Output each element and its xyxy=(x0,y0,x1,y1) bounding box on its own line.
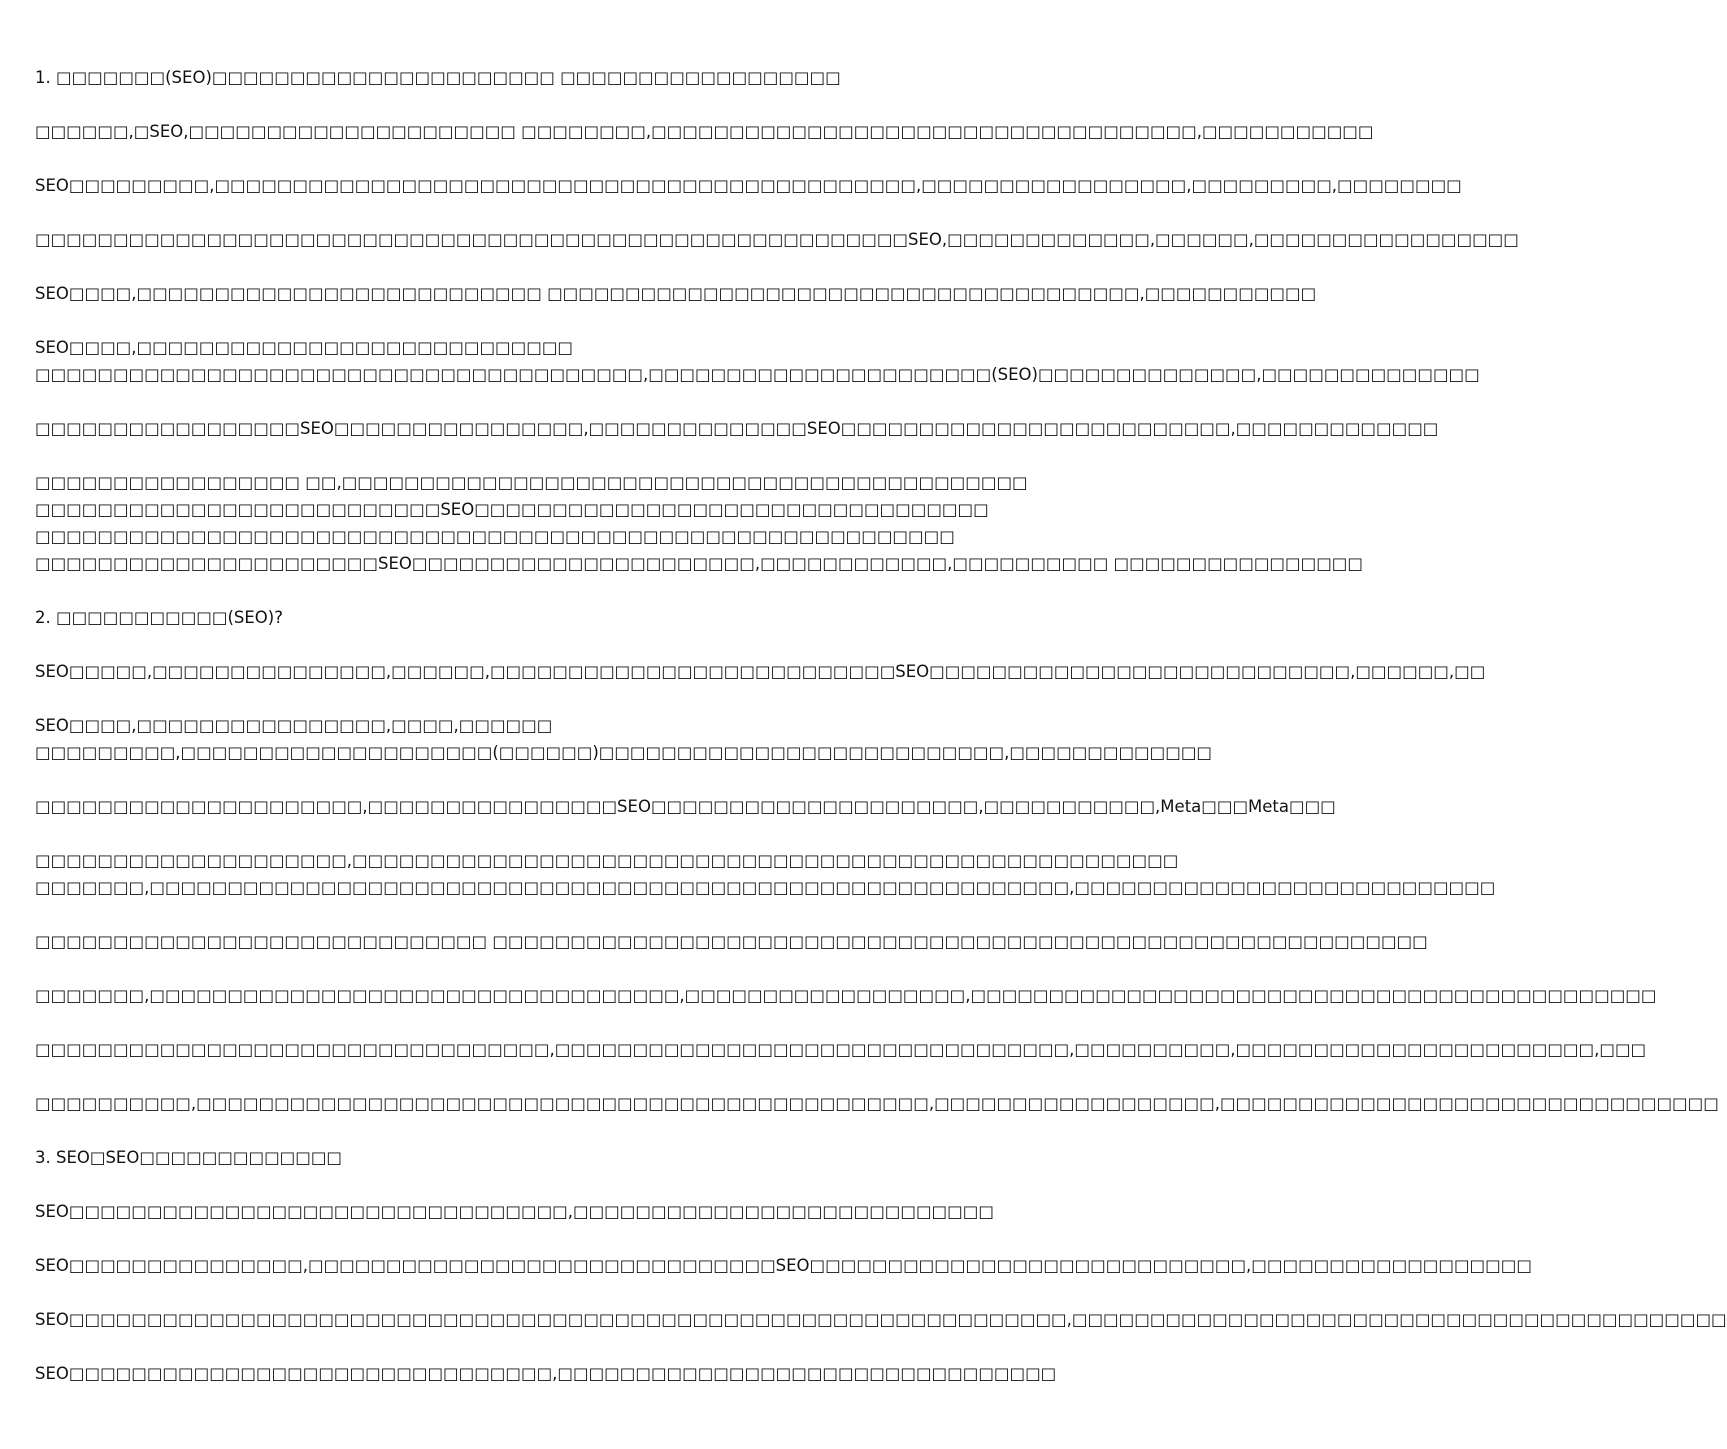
text-line: 1. □□□□□□□(SEO)□□□□□□□□□□□□□□□□□□□□□□ □□□□□□□□□□□□□□□□□□ xyxy=(35,68,841,87)
text-line: □□□□□□□□□□□□□□□□□□□□□□□□□□□□□□□□□□□□□□□□□□□□□□□□□□□□□□□□□□□ xyxy=(35,527,955,546)
paragraph xyxy=(35,415,1439,442)
text-line: SEO□□□□,□□□□□□□□□□□□□□□□□□□□□□□□□□□□ xyxy=(35,338,573,357)
paragraph xyxy=(35,1252,1532,1279)
paragraph xyxy=(35,1306,1727,1333)
text-line: □□□□□□□□□□□□□□□□□□□□□□□□□□□□□ □□□□□□□□□□□□□□□□□□□□□□□□□□□□□□□□□□□□□□□□□□□□□□□□□□□□□□□□□□□□ xyxy=(35,932,1428,951)
text-line: □□□□□□□□□□□□□□□□□□□□□□□□□□□□□□□□□,□□□□□□□□□□□□□□□□□□□□□□□□□□□□□□□□□,□□□□□□□□□□,□□□□□□□□□□□□□□□□□□□□□□□,□□□ xyxy=(35,1040,1647,1059)
text-line: □□□□□□□□□□□□□□□□□SEO□□□□□□□□□□□□□□□□,□□□□□□□□□□□□□□SEO□□□□□□□□□□□□□□□□□□□□□□□□□,□□□□□□□□□□□□□ xyxy=(35,419,1439,438)
text-line: SEO□□□□□□□□□□□□□□□,□□□□□□□□□□□□□□□□□□□□□□□□□□□□□□SEO□□□□□□□□□□□□□□□□□□□□□□□□□□□□,□□□□□□□□□□□□□□□□□□ xyxy=(35,1256,1532,1275)
paragraph xyxy=(35,334,1480,388)
text-line: SEO□□□□,□□□□□□□□□□□□□□□□,□□□□,□□□□□□ xyxy=(35,716,553,735)
paragraph xyxy=(35,280,1317,307)
text-line: □□□□□□□□□□□□□□□□□□□□□,□□□□□□□□□□□□□□□□SEO□□□□□□□□□□□□□□□□□□□□□,□□□□□□□□□□□,Meta□□□Meta□□□ xyxy=(35,797,1336,816)
text-line: 3. SEO□SEO□□□□□□□□□□□□□ xyxy=(35,1148,343,1167)
text-line: □□□□□□□,□□□□□□□□□□□□□□□□□□□□□□□□□□□□□□□□□□□□□□□□□□□□□□□□□□□□□□□□□□□,□□□□□□□□□□□□□□□□□□□□□□□□□□□ xyxy=(35,878,1496,897)
text-line: SEO□□□□□□□□□□□□□□□□□□□□□□□□□□□□□□□□□□□□□□□□□□□□□□□□□□□□□□□□□□□□□□□□,□□□□□□□□□□□□□□□□□□□□□□□□□□□□□□□□□□□□□□□□□□ xyxy=(35,1310,1727,1329)
text-line: □□□□□□□□□□□□□□□□□ □□,□□□□□□□□□□□□□□□□□□□□□□□□□□□□□□□□□□□□□□□□□□□□ xyxy=(35,473,1028,492)
paragraph xyxy=(35,118,1374,145)
paragraph xyxy=(35,1090,1719,1117)
paragraph xyxy=(35,172,1462,199)
paragraph xyxy=(35,982,1657,1009)
paragraph xyxy=(35,1144,990,1171)
paragraph xyxy=(35,712,1212,766)
paragraph xyxy=(35,604,990,631)
text-line: □□□□□□□□□□□□□□□□□□□□□□SEO□□□□□□□□□□□□□□□□□□□□□□,□□□□□□□□□□□□,□□□□□□□□□□ □□□□□□□□□□□□□□□□ xyxy=(35,554,1363,573)
paragraph xyxy=(35,469,1363,577)
paragraph xyxy=(35,847,1496,901)
text-line: SEO□□□□□□□□□,□□□□□□□□□□□□□□□□□□□□□□□□□□□□□□□□□□□□□□□□□□□□□,□□□□□□□□□□□□□□□□□,□□□□□□□□□,□□□□□□□□ xyxy=(35,176,1462,195)
text-line: SEO□□□□□□□□□□□□□□□□□□□□□□□□□□□□□□□,□□□□□□□□□□□□□□□□□□□□□□□□□□□□□□□□ xyxy=(35,1364,1057,1383)
text-line: □□□□□□□□□□□□□□□□□□□□□□□□□□SEO□□□□□□□□□□□□□□□□□□□□□□□□□□□□□□□□□ xyxy=(35,500,989,519)
paragraph xyxy=(35,1360,1057,1387)
text-line: □□□□□□□□□□□□□□□□□□□□□□□□□□□□□□□□□□□□□□□,□□□□□□□□□□□□□□□□□□□□□□(SEO)□□□□□□□□□□□□□□,□□□□□□□□□□□□□□ xyxy=(35,365,1480,384)
text-line: SEO□□□□□□□□□□□□□□□□□□□□□□□□□□□□□□□□,□□□□□□□□□□□□□□□□□□□□□□□□□□□ xyxy=(35,1202,994,1221)
paragraph xyxy=(35,226,1519,253)
paragraph xyxy=(35,928,1428,955)
paragraph xyxy=(35,1198,994,1225)
text-line: □□□□□□□□□□,□□□□□□□□□□□□□□□□□□□□□□□□□□□□□□□□□□□□□□□□□□□□□□□,□□□□□□□□□□□□□□□□□□,□□□□□□□□□□□□□□□□□□□□□□□□□□□□□□□□ xyxy=(35,1094,1719,1113)
text-line: □□□□□□□,□□□□□□□□□□□□□□□□□□□□□□□□□□□□□□□□□□,□□□□□□□□□□□□□□□□□□,□□□□□□□□□□□□□□□□□□□□□□□□□□□□□□□□□□□□□□□□□□□□ xyxy=(35,986,1657,1005)
paragraph xyxy=(35,1036,1647,1063)
text-line: 2. □□□□□□□□□□□(SEO)? xyxy=(35,608,283,627)
text-line: □□□□□□□□□□□□□□□□□□□□□□□□□□□□□□□□□□□□□□□□□□□□□□□□□□□□□□□□SEO,□□□□□□□□□□□□□,□□□□□□,□□□□□□□□□□□□□□□□□ xyxy=(35,230,1519,249)
text-line: □□□□□□,□SEO,□□□□□□□□□□□□□□□□□□□□□ □□□□□□□□,□□□□□□□□□□□□□□□□□□□□□□□□□□□□□□□□□□□,□□□□□□□□□□□ xyxy=(35,122,1374,141)
text-line: SEO□□□□,□□□□□□□□□□□□□□□□□□□□□□□□□□ □□□□□□□□□□□□□□□□□□□□□□□□□□□□□□□□□□□□□□,□□□□□□□□□□□ xyxy=(35,284,1317,303)
text-line: □□□□□□□□□□□□□□□□□□□□,□□□□□□□□□□□□□□□□□□□□□□□□□□□□□□□□□□□□□□□□□□□□□□□□□□□□□ xyxy=(35,851,1179,870)
text-line: SEO□□□□□,□□□□□□□□□□□□□□□,□□□□□□,□□□□□□□□□□□□□□□□□□□□□□□□□□SEO□□□□□□□□□□□□□□□□□□□□□□□□□□□,□□□□□□,□□ xyxy=(35,662,1486,681)
document-page xyxy=(35,64,1727,1414)
paragraph xyxy=(35,658,1486,685)
paragraph xyxy=(35,64,990,91)
text-line: □□□□□□□□□,□□□□□□□□□□□□□□□□□□□□(□□□□□□)□□□□□□□□□□□□□□□□□□□□□□□□□□,□□□□□□□□□□□□□ xyxy=(35,743,1212,762)
paragraph xyxy=(35,793,1336,820)
